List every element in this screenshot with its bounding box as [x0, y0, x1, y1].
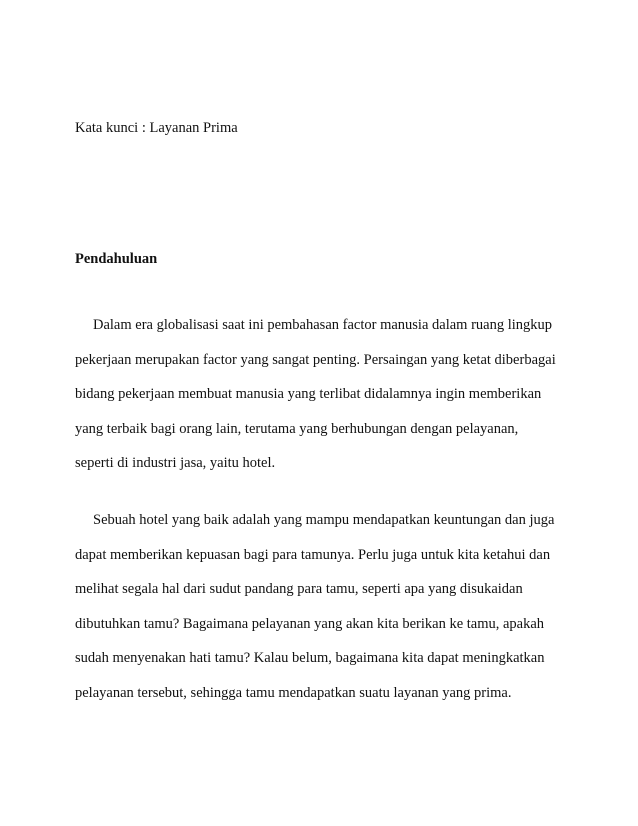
section-heading: Pendahuluan	[75, 251, 158, 267]
paragraph-line: seperti di industri jasa, yaitu hotel.	[75, 455, 276, 471]
paragraph-line: pekerjaan merupakan factor yang sangat penting. Persaingan yang ketat diberbagai	[75, 351, 556, 368]
paragraph-introduction-2	[75, 510, 563, 717]
paragraph-introduction-1	[75, 315, 563, 488]
paragraph-line: sudah menyenakan hati tamu? Kalau belum, bagaimana kita dapat meningkatkan	[75, 650, 545, 666]
paragraph-line: melihat segala hal dari sudut pandang para tamu, seperti apa yang disukaidan	[75, 581, 523, 597]
paragraph-line: Dalam era globalisasi saat ini pembahasan factor manusia dalam ruang lingkup	[93, 317, 553, 333]
paragraph-line: yang terbaik bagi orang lain, terutama yang berhubungan dengan pelayanan,	[75, 420, 519, 437]
paragraph-line: dibutuhkan tamu? Bagaimana pelayanan yang akan kita berikan ke tamu, apakah	[75, 615, 545, 632]
paragraph-line: Sebuah hotel yang baik adalah yang mampu mendapatkan keuntungan dan juga	[93, 512, 555, 528]
paragraph-line: bidang pekerjaan membuat manusia yang terlibat didalamnya ingin memberikan	[75, 386, 542, 402]
keywords-line: Kata kunci : Layanan Prima	[75, 120, 238, 136]
paragraph-line: pelayanan tersebut, sehingga tamu mendapatkan suatu layanan yang prima.	[75, 684, 512, 701]
paragraph-line: dapat memberikan kepuasan bagi para tamunya. Perlu juga untuk kita ketahui dan	[75, 546, 551, 563]
